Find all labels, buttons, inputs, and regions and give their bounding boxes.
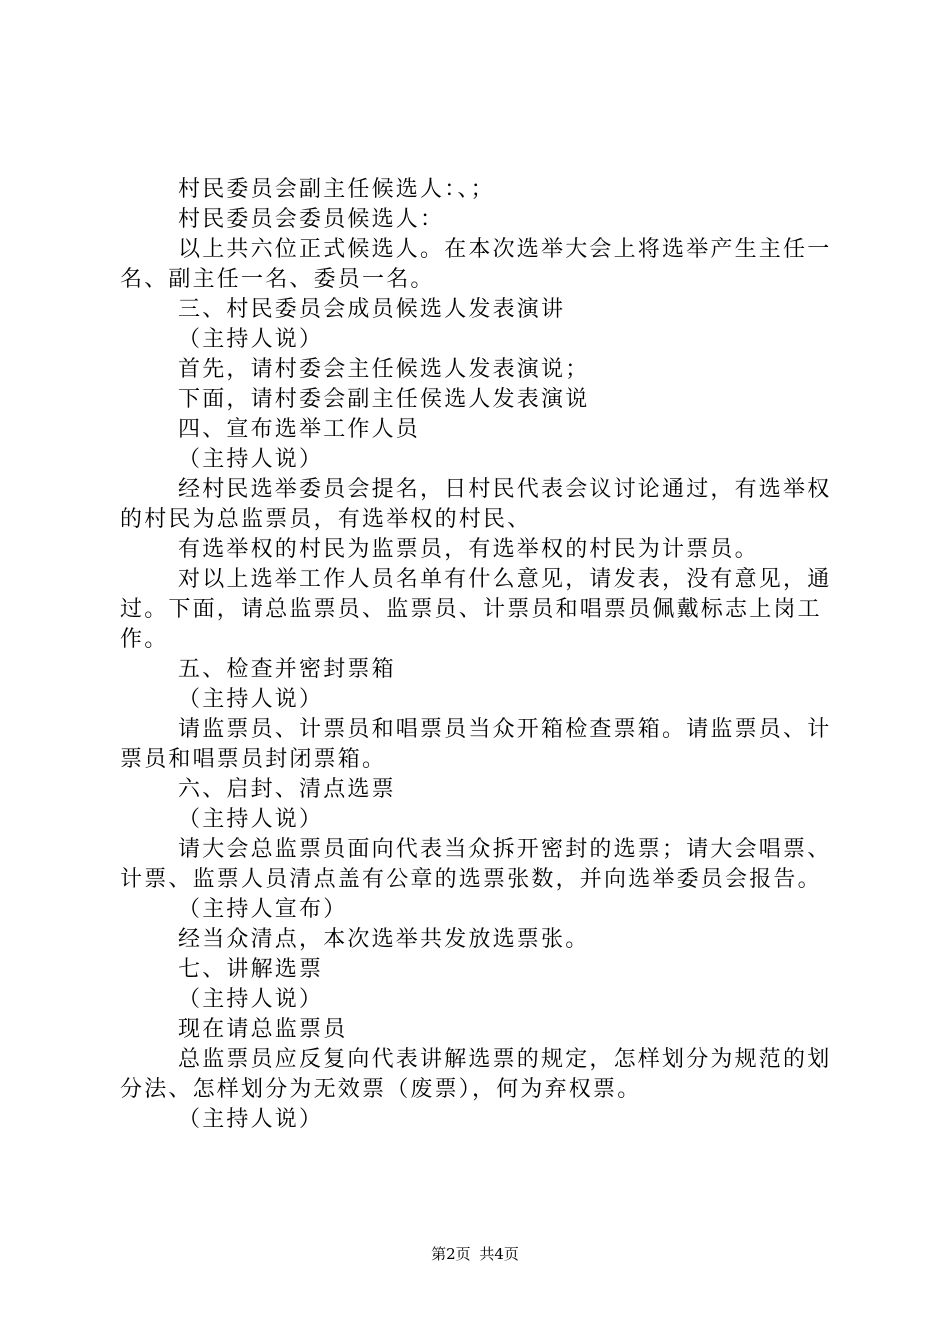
section-heading: 五、检查并密封票箱 [178, 657, 396, 682]
paragraph: 村民委员会副主任候选人：、； [178, 177, 495, 202]
paragraph: 经当众清点，本次选举共发放选票张。 [178, 927, 590, 952]
paragraph: （主持人说） [178, 807, 324, 832]
page-number: 第2页 [431, 1245, 471, 1263]
section-heading: 三、村民委员会成员候选人发表演讲 [178, 297, 566, 322]
paragraph: 请监票员、计票员和唱票员当众开箱检查票箱。请监票员、计票员和唱票员封闭票箱。 [120, 717, 832, 772]
paragraph: 总监票员应反复向代表讲解选票的规定，怎样划分为规范的划分法、怎样划分为无效票（废票），何为弃权票。 [120, 1047, 832, 1102]
paragraph: 下面，请村委会副主任侯选人发表演说 [178, 387, 590, 412]
paragraph: 对以上选举工作人员名单有什么意见，请发表，没有意见，通过。下面，请总监票员、监票员、计票员和唱票员佩戴标志上岗工作。 [120, 567, 832, 652]
paragraph: 有选举权的村民为监票员，有选举权的村民为计票员。 [178, 537, 759, 562]
paragraph: （主持人说） [178, 447, 324, 472]
section-heading: 六、启封、清点选票 [178, 777, 396, 802]
section-heading: 七、讲解选票 [178, 957, 324, 982]
paragraph: （主持人说） [178, 987, 324, 1012]
paragraph: 现在请总监票员 [178, 1017, 348, 1042]
paragraph: 首先，请村委会主任候选人发表演说； [178, 357, 590, 382]
paragraph: 经村民选举委员会提名，日村民代表会议讨论通过，有选举权的村民为总监票员，有选举权的村民、 [120, 477, 832, 532]
paragraph: 请大会总监票员面向代表当众拆开密封的选票；请大会唱票、计票、监票人员清点盖有公章的选票张数，并向选举委员会报告。 [120, 837, 832, 892]
paragraph: （主持人说） [178, 1107, 324, 1132]
paragraph: （主持人说） [178, 687, 324, 712]
document-body [120, 175, 832, 1135]
paragraph: 以上共六位正式候选人。在本次选举大会上将选举产生主任一名、副主任一名、委员一名。 [120, 237, 832, 292]
paragraph: （主持人说） [178, 327, 324, 352]
paragraph: 村民委员会委员候选人： [178, 207, 445, 232]
page-total: 共4页 [479, 1245, 519, 1263]
section-heading: 四、宣布选举工作人员 [178, 417, 421, 442]
paragraph: （主持人宣布） [178, 897, 348, 922]
page-footer [0, 1244, 950, 1264]
